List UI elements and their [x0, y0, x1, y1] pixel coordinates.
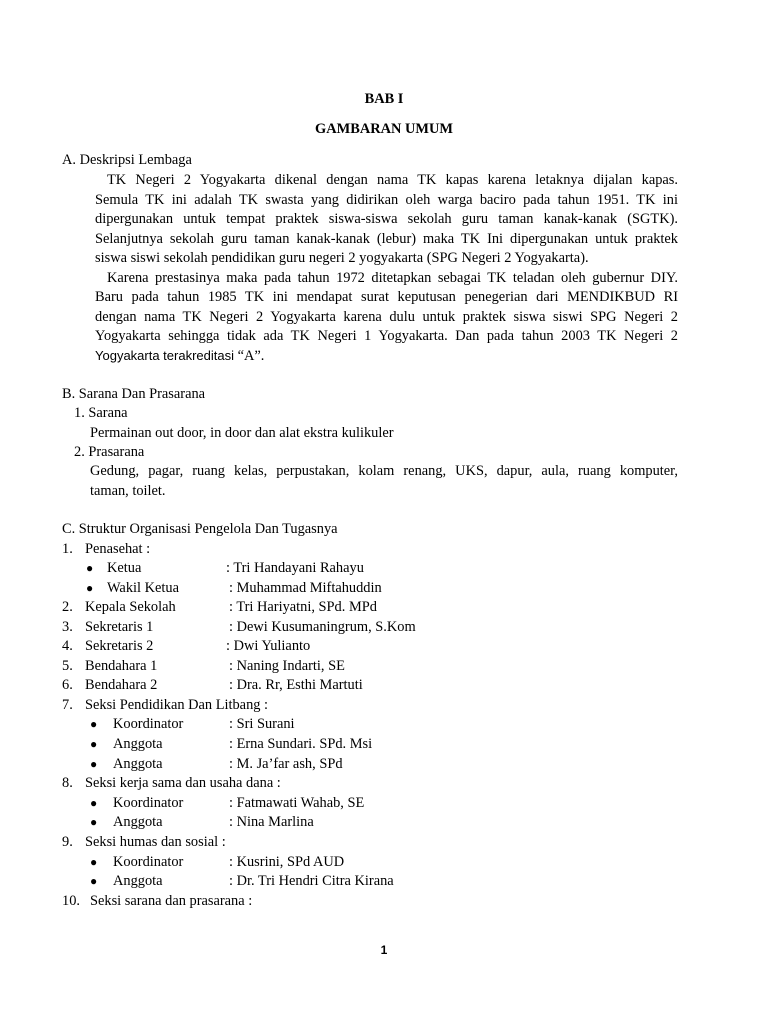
bullet-icon: ● — [90, 874, 98, 888]
member-name: : Tri Hariyatni, SPd. MPd — [229, 599, 377, 615]
bullet-icon: ● — [90, 717, 98, 731]
sarana-label: 1. Sarana — [74, 405, 128, 421]
member-role: Wakil Ketua — [107, 580, 179, 596]
chapter-title: GAMBARAN UMUM — [315, 121, 453, 137]
list-number: 3. — [62, 619, 73, 635]
page-number: 1 — [380, 943, 388, 957]
member-name: : Sri Surani — [229, 716, 295, 732]
prasarana-label: 2. Prasarana — [74, 444, 145, 460]
list-number: 8. — [62, 775, 73, 791]
member-name: : Nina Marlina — [229, 814, 314, 830]
member-role: Koordinator — [113, 716, 184, 732]
position-label: Seksi Pendidikan Dan Litbang : — [85, 697, 269, 713]
paragraph-2-line-3: dengan nama TK Negeri 2 Yogyakarta karena dulu untuk praktek siswa siswi SPG Negeri 2 — [95, 309, 678, 325]
list-number: 10. — [62, 893, 80, 909]
member-role: Anggota — [113, 814, 163, 830]
position-label: Sekretaris 1 — [85, 619, 154, 635]
position-label: Penasehat : — [85, 541, 151, 557]
position-label: Seksi sarana dan prasarana : — [90, 893, 253, 909]
list-number: 2. — [62, 599, 73, 615]
paragraph-1-line-3: dipergunakan untuk tempat praktek siswa-siswa sekolah guru taman kanak-kanak (SGTK). — [95, 211, 678, 227]
list-number: 6. — [62, 677, 73, 693]
list-number: 1. — [62, 541, 73, 557]
section-c-heading: C. Struktur Organisasi Pengelola Dan Tugasnya — [62, 521, 338, 537]
member-name: : M. Ja’far ash, SPd — [229, 756, 343, 772]
bullet-icon: ● — [90, 796, 98, 810]
prasarana-line-2: taman, toilet. — [90, 483, 166, 499]
member-name: : Naning Indarti, SE — [229, 658, 345, 674]
list-number: 9. — [62, 834, 73, 850]
position-label: Bendahara 2 — [85, 677, 158, 693]
bullet-icon: ● — [90, 815, 98, 829]
member-name: : Dwi Yulianto — [226, 638, 311, 654]
member-role: Koordinator — [113, 795, 184, 811]
paragraph-2-line-5 — [95, 346, 264, 366]
bullet-icon: ● — [86, 561, 94, 575]
member-name: : Dewi Kusumaningrum, S.Kom — [229, 619, 416, 635]
accreditation-grade: “A”. — [234, 348, 265, 364]
member-role: Anggota — [113, 873, 163, 889]
bullet-icon: ● — [90, 737, 98, 751]
member-role: Anggota — [113, 756, 163, 772]
paragraph-2-line-2: Baru pada tahun 1985 TK ini mendapat surat keputusan penegerian dari MENDIKBUD RI — [95, 289, 678, 305]
position-label: Sekretaris 2 — [85, 638, 154, 654]
member-name: : Muhammad Miftahuddin — [229, 580, 382, 596]
member-role: Ketua — [107, 560, 142, 576]
member-name: : Fatmawati Wahab, SE — [229, 795, 365, 811]
member-name: : Kusrini, SPd AUD — [229, 854, 345, 870]
position-label: Kepala Sekolah — [85, 599, 176, 615]
bullet-icon: ● — [86, 581, 94, 595]
member-name: : Tri Handayani Rahayu — [226, 560, 364, 576]
paragraph-2-line-1: Karena prestasinya maka pada tahun 1972 ditetapkan sebagai TK teladan oleh gubernur DIY. — [107, 270, 678, 286]
position-label: Seksi kerja sama dan usaha dana : — [85, 775, 281, 791]
position-label: Bendahara 1 — [85, 658, 158, 674]
member-name: : Dr. Tri Hendri Citra Kirana — [229, 873, 394, 889]
chapter-number: BAB I — [364, 91, 404, 107]
prasarana-line-1: Gedung, pagar, ruang kelas, perpustakan, kolam renang, UKS, dapur, aula, ruang komputer, — [90, 463, 678, 479]
section-a-heading: A. Deskripsi Lembaga — [62, 152, 192, 168]
bullet-icon: ● — [90, 757, 98, 771]
list-number: 7. — [62, 697, 73, 713]
section-b-heading: B. Sarana Dan Prasarana — [62, 386, 206, 402]
position-label: Seksi humas dan sosial : — [85, 834, 226, 850]
paragraph-2-line-4: Yogyakarta sehingga tidak ada TK Negeri 1 Yogyakarta. Dan pada tahun 2003 TK Negeri 2 — [95, 328, 678, 344]
bullet-icon: ● — [90, 855, 98, 869]
member-role: Anggota — [113, 736, 163, 752]
paragraph-1-line-4: Selanjutnya sekolah guru taman kanak-kanak (lebur) maka TK Ini dipergunakan untuk praktek — [95, 231, 678, 247]
sarana-text: Permainan out door, in door dan alat ekstra kulikuler — [90, 425, 394, 441]
paragraph-1-line-5: siswa siswi sekolah pendidikan guru negeri 2 yogyakarta (SPG Negeri 2 Yogyakarta). — [95, 250, 589, 266]
list-number: 4. — [62, 638, 73, 654]
paragraph-1-line-1: TK Negeri 2 Yogyakarta dikenal dengan nama TK kapas karena letaknya dijalan kapas. — [107, 172, 678, 188]
paragraph-1-line-2: Semula TK ini adalah TK swasta yang didirikan oleh warga baciro pada tahun 1951. TK ini — [95, 192, 678, 208]
member-name: : Erna Sundari. SPd. Msi — [229, 736, 373, 752]
member-role: Koordinator — [113, 854, 184, 870]
member-name: : Dra. Rr, Esthi Martuti — [229, 677, 363, 693]
list-number: 5. — [62, 658, 73, 674]
accreditation-text: Yogyakarta terakreditasi — [95, 348, 234, 363]
